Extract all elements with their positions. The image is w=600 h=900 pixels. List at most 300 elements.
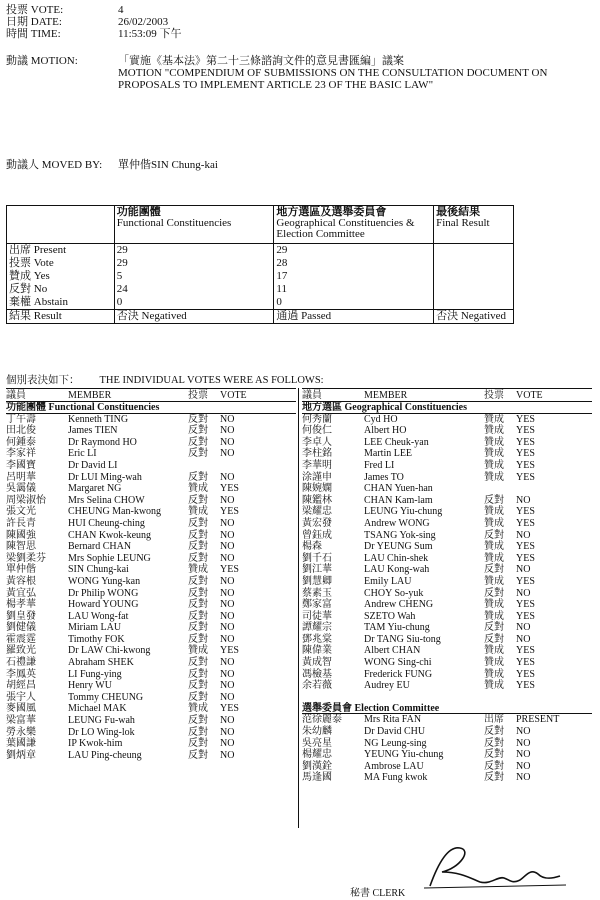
member-vote-cn: 贊成 <box>484 448 504 460</box>
column-divider <box>298 388 299 828</box>
member-row <box>6 750 296 762</box>
member-row <box>302 506 592 518</box>
summary-final-cell <box>434 244 514 258</box>
member-name-en: Howard YOUNG <box>68 599 139 611</box>
member-vote-cn: 反對 <box>188 633 208 645</box>
vote-label: 投票 VOTE: <box>6 4 64 16</box>
member-name-en: James TO <box>364 471 404 483</box>
member-name-en: Dr LUI Ming-wah <box>68 471 142 483</box>
member-vote-en: YES <box>220 483 239 495</box>
member-name-en: LEUNG Yiu-chung <box>364 506 443 518</box>
member-row <box>302 749 592 761</box>
member-name-cn: 李柱銘 <box>302 448 332 460</box>
member-name-cn: 石禮謙 <box>6 657 36 669</box>
ec-section-heading: 選舉委員會 Election Committee <box>302 703 592 715</box>
member-name-en: Dr YEUNG Sum <box>364 541 433 553</box>
member-vote-en <box>516 483 576 495</box>
member-row <box>302 425 592 437</box>
member-row <box>6 460 296 472</box>
gc-header: 地方選區及選舉委員會 Geographical Constituencies & Election Committee <box>274 206 434 244</box>
summary-final-cell <box>434 283 514 296</box>
member-row <box>302 588 592 600</box>
summary-row-label: 棄權 Abstain <box>7 296 115 310</box>
member-row <box>6 692 296 704</box>
member-vote-en: NO <box>516 633 531 645</box>
vote-value: 4 <box>118 4 124 16</box>
member-name-en: LEUNG Fu-wah <box>68 715 135 727</box>
member-vote-cn: 贊成 <box>484 680 504 692</box>
member-row <box>302 483 592 495</box>
summary-gc-count: 28 <box>274 257 434 270</box>
member-vote-en: NO <box>516 529 531 541</box>
member-vote-en: YES <box>516 575 535 587</box>
member-vote-cn: 贊成 <box>484 599 504 611</box>
summary-row <box>7 244 514 258</box>
member-row <box>302 714 592 726</box>
member-vote-en: NO <box>516 749 531 761</box>
member-name-cn: 李家祥 <box>6 448 36 460</box>
member-vote-cn: 反對 <box>188 436 208 448</box>
member-name-en: Ambrose LAU <box>364 760 424 772</box>
member-name-cn: 朱幼麟 <box>302 726 332 738</box>
member-vote-en: NO <box>220 494 235 506</box>
member-name-cn: 黃成智 <box>302 657 332 669</box>
member-vote-en: YES <box>516 552 535 564</box>
member-vote-cn: 贊成 <box>188 645 208 657</box>
member-name-en: LAU Ping-cheung <box>68 749 142 761</box>
member-row <box>302 414 592 426</box>
member-row <box>6 495 296 507</box>
member-name-cn: 梁劉柔芬 <box>6 552 46 564</box>
member-vote-en: NO <box>516 726 531 738</box>
member-vote-cn: 反對 <box>188 657 208 669</box>
summary-row <box>7 283 514 296</box>
member-name-en: Emily LAU <box>364 575 412 587</box>
member-vote-cn: 反對 <box>188 494 208 506</box>
member-vote-en: NO <box>516 494 531 506</box>
motion-block <box>6 55 588 91</box>
member-vote-en: YES <box>516 436 535 448</box>
member-vote-cn: 贊成 <box>484 668 504 680</box>
member-name-cn: 陳婉嫻 <box>302 483 332 495</box>
member-vote-en: NO <box>220 529 235 541</box>
member-row <box>302 518 592 530</box>
member-vote-en: NO <box>516 564 531 576</box>
motion-title-cn: 「實施《基本法》第二十三條諮詢文件的意見書匯編」議案 <box>118 55 404 67</box>
member-vote-en: YES <box>516 517 535 529</box>
member-vote-en: NO <box>516 622 531 634</box>
member-vote-cn: 反對 <box>484 737 504 749</box>
member-vote-en: NO <box>516 737 531 749</box>
member-vote-cn: 出席 <box>484 714 504 726</box>
summary-row-label: 贊成 Yes <box>7 270 115 283</box>
fc-header: 功能團體 Functional Constituencies <box>114 206 274 244</box>
member-name-en: Dr David CHU <box>364 726 426 738</box>
member-row <box>6 622 296 634</box>
member-vote-en: NO <box>220 691 235 703</box>
right-vote-column <box>302 388 592 784</box>
member-name-en: Andrew CHENG <box>364 599 434 611</box>
member-vote-cn: 反對 <box>484 726 504 738</box>
member-vote-en: YES <box>220 645 239 657</box>
member-name-en: Michael MAK <box>68 703 127 715</box>
member-name-cn: 楊森 <box>302 541 322 553</box>
summary-fc-count: 5 <box>114 270 274 283</box>
member-vote-cn: 反對 <box>188 471 208 483</box>
member-vote-cn: 反對 <box>484 749 504 761</box>
summary-fc-count: 29 <box>114 257 274 270</box>
member-vote-cn: 反對 <box>484 633 504 645</box>
member-name-cn: 劉江華 <box>302 564 332 576</box>
member-vote-en: NO <box>220 622 235 634</box>
member-name-en: TSANG Yok-sing <box>364 529 436 541</box>
member-row <box>302 530 592 542</box>
member-vote-en: NO <box>220 633 235 645</box>
member-name-cn: 范徐麗泰 <box>302 714 342 726</box>
summary-final-cell <box>434 270 514 283</box>
member-name-cn: 司徒華 <box>302 610 332 622</box>
member-name-en: TAM Yiu-chung <box>364 622 430 634</box>
member-vote-en: NO <box>220 749 235 761</box>
member-vote-en: YES <box>516 413 535 425</box>
member-row <box>302 448 592 460</box>
member-row <box>302 657 592 669</box>
right-column-header: 議員 MEMBER 投票 VOTE <box>302 388 592 402</box>
member-name-en: Dr TANG Siu-tong <box>364 633 441 645</box>
member-vote-cn: 贊成 <box>484 436 504 448</box>
member-name-cn: 麥國風 <box>6 703 36 715</box>
member-row <box>302 772 592 784</box>
member-vote-en: NO <box>516 760 531 772</box>
member-row <box>6 738 296 750</box>
member-row <box>302 726 592 738</box>
member-vote-en: NO <box>220 413 235 425</box>
member-row <box>302 553 592 565</box>
member-vote-en: NO <box>220 680 235 692</box>
member-vote-cn: 反對 <box>188 541 208 553</box>
member-row <box>6 588 296 600</box>
member-vote-en: NO <box>220 715 235 727</box>
summary-row-label: 出席 Present <box>7 244 115 258</box>
member-vote-en: YES <box>516 541 535 553</box>
member-row <box>6 599 296 611</box>
member-name-en: Dr LO Wing-lok <box>68 726 135 738</box>
member-vote-en: NO <box>220 448 235 460</box>
member-row <box>302 761 592 773</box>
member-vote-en: YES <box>516 506 535 518</box>
member-name-en: Tommy CHEUNG <box>68 691 144 703</box>
time-row <box>6 28 181 40</box>
member-vote-cn: 反對 <box>188 425 208 437</box>
member-name-cn: 劉千石 <box>302 552 332 564</box>
member-vote-cn: 反對 <box>188 552 208 564</box>
member-vote-cn: 贊成 <box>484 517 504 529</box>
member-row <box>6 634 296 646</box>
summary-fc-count: 0 <box>114 296 274 310</box>
member-name-en: MA Fung kwok <box>364 772 428 784</box>
member-row <box>6 727 296 739</box>
member-vote-cn: 反對 <box>188 726 208 738</box>
member-vote-en: NO <box>220 657 235 669</box>
member-name-cn: 劉漢銓 <box>302 760 332 772</box>
summary-fc-count: 29 <box>114 244 274 258</box>
member-name-en: LAU Chin-shek <box>364 552 429 564</box>
member-vote-cn: 反對 <box>188 529 208 541</box>
summary-gc-count: 0 <box>274 296 434 310</box>
member-row <box>6 506 296 518</box>
member-vote-cn: 反對 <box>188 738 208 750</box>
member-name-en: Henry WU <box>68 680 112 692</box>
mover-value: 單仲偕SIN Chung-kai <box>118 159 218 171</box>
member-vote-cn: 贊成 <box>484 575 504 587</box>
member-vote-en: YES <box>516 657 535 669</box>
member-row <box>6 541 296 553</box>
member-vote-cn: 反對 <box>484 622 504 634</box>
member-name-en: CHOY So-yuk <box>364 587 424 599</box>
member-vote-cn: 贊成 <box>484 425 504 437</box>
summary-gc-count: 17 <box>274 270 434 283</box>
clerk-label: 秘書 CLERK <box>350 888 406 899</box>
member-row <box>302 564 592 576</box>
member-vote-cn: 反對 <box>188 691 208 703</box>
member-row <box>302 460 592 472</box>
member-name-cn: 黃容根 <box>6 575 36 587</box>
member-vote-cn: 贊成 <box>484 610 504 622</box>
member-vote-en: YES <box>516 645 535 657</box>
result-final: 否決 Negatived <box>434 310 514 324</box>
member-vote-cn <box>188 460 220 472</box>
member-name-en: LAU Wong-fat <box>68 610 129 622</box>
summary-row-label: 投票 Vote <box>7 257 115 270</box>
summary-gc-count: 11 <box>274 283 434 296</box>
motion-title-en-2: PROPOSALS TO IMPLEMENT ARTICLE 23 OF THE BASIC LAW" <box>118 79 434 91</box>
summary-gc-count: 29 <box>274 244 434 258</box>
member-row <box>6 437 296 449</box>
member-name-en: Abraham SHEK <box>68 657 134 669</box>
date-value: 26/02/2003 <box>118 16 169 28</box>
member-vote-en: YES <box>516 599 535 611</box>
member-name-en: Albert HO <box>364 425 407 437</box>
member-row <box>6 703 296 715</box>
member-row <box>302 599 592 611</box>
member-name-en: CHAN Kam-lam <box>364 494 433 506</box>
member-name-cn: 霍震霆 <box>6 633 36 645</box>
member-name-cn: 劉健儀 <box>6 622 36 634</box>
member-row <box>6 472 296 484</box>
member-vote-cn: 贊成 <box>188 703 208 715</box>
member-row <box>6 518 296 530</box>
member-vote-en: YES <box>220 506 239 518</box>
member-row <box>302 738 592 750</box>
time-label: 時間 TIME: <box>6 28 61 40</box>
member-name-en: Eric LI <box>68 448 97 460</box>
member-row <box>6 657 296 669</box>
member-name-cn: 劉慧卿 <box>302 575 332 587</box>
member-name-en: Miriam LAU <box>68 622 122 634</box>
clerk-signature <box>420 838 570 893</box>
member-vote-en: YES <box>516 459 535 471</box>
member-row <box>302 645 592 657</box>
member-vote-en: NO <box>220 425 235 437</box>
member-vote-cn: 反對 <box>188 587 208 599</box>
summary-row <box>7 296 514 310</box>
member-name-cn: 吳亮星 <box>302 737 332 749</box>
member-name-cn: 黃宜弘 <box>6 587 36 599</box>
member-vote-cn: 贊成 <box>188 483 208 495</box>
member-name-en: Dr Raymond HO <box>68 436 137 448</box>
member-name-cn: 胡經昌 <box>6 680 36 692</box>
member-vote-en: NO <box>220 517 235 529</box>
member-name-cn: 周梁淑怡 <box>6 494 46 506</box>
member-row <box>6 414 296 426</box>
member-vote-en: YES <box>220 564 239 576</box>
member-row <box>6 669 296 681</box>
member-vote-cn: 反對 <box>188 680 208 692</box>
member-name-cn: 何秀蘭 <box>302 413 332 425</box>
summary-final-cell <box>434 296 514 310</box>
motion-label: 動議 MOTION: <box>6 55 78 67</box>
member-name-en: LAU Kong-wah <box>364 564 430 576</box>
member-name-cn: 涂謹申 <box>302 471 332 483</box>
member-vote-cn: 反對 <box>484 529 504 541</box>
member-row <box>6 483 296 495</box>
member-vote-cn: 贊成 <box>188 506 208 518</box>
member-name-en: WONG Sing-chi <box>364 657 432 669</box>
member-vote-en: YES <box>516 448 535 460</box>
member-name-en: Dr Philip WONG <box>68 587 139 599</box>
member-name-cn: 楊耀忠 <box>302 749 332 761</box>
member-vote-cn: 反對 <box>484 494 504 506</box>
member-name-en: Cyd HO <box>364 413 398 425</box>
member-name-cn: 李國寶 <box>6 459 36 471</box>
member-vote-cn: 贊成 <box>484 541 504 553</box>
member-name-en: YEUNG Yiu-chung <box>364 749 444 761</box>
member-row <box>302 541 592 553</box>
member-name-en: Kenneth TING <box>68 413 129 425</box>
member-name-en: Mrs Sophie LEUNG <box>68 552 151 564</box>
member-name-en: Andrew WONG <box>364 517 430 529</box>
member-name-en: LI Fung-ying <box>68 668 122 680</box>
member-name-en: Dr David LI <box>68 459 118 471</box>
member-row <box>6 530 296 542</box>
time-value: 11:53:09 下午 <box>118 28 182 40</box>
member-name-cn: 何鍾泰 <box>6 436 36 448</box>
vote-number-row <box>6 4 124 16</box>
member-vote-en: NO <box>220 541 235 553</box>
member-vote-cn: 反對 <box>188 610 208 622</box>
member-row <box>302 437 592 449</box>
member-name-en: Margaret NG <box>68 483 122 495</box>
member-name-cn: 李卓人 <box>302 436 332 448</box>
member-row <box>302 472 592 484</box>
member-name-cn: 張文光 <box>6 506 36 518</box>
member-row <box>6 425 296 437</box>
summary-final-cell <box>434 257 514 270</box>
member-vote-en: YES <box>516 668 535 680</box>
member-vote-cn: 贊成 <box>484 552 504 564</box>
member-name-en: CHAN Kwok-keung <box>68 529 152 541</box>
member-name-cn: 吳靄儀 <box>6 483 36 495</box>
member-vote-cn: 反對 <box>484 772 504 784</box>
member-name-en: Fred LI <box>364 459 395 471</box>
member-name-en: SZETO Wah <box>364 610 416 622</box>
member-row <box>6 576 296 588</box>
mover-row <box>6 156 218 172</box>
member-vote-cn: 反對 <box>188 448 208 460</box>
summary-row-label: 反對 No <box>7 283 115 296</box>
member-vote-en: YES <box>516 610 535 622</box>
member-name-en: Audrey EU <box>364 680 410 692</box>
member-name-cn: 田北俊 <box>6 425 36 437</box>
member-name-cn: 羅致光 <box>6 645 36 657</box>
member-name-en: Martin LEE <box>364 448 413 460</box>
member-row <box>6 611 296 623</box>
member-name-en: Timothy FOK <box>68 633 125 645</box>
member-name-en: Mrs Selina CHOW <box>68 494 145 506</box>
member-name-en: Mrs Rita FAN <box>364 714 422 726</box>
member-vote-en: NO <box>220 471 235 483</box>
member-row <box>302 611 592 623</box>
member-name-cn: 黃宏發 <box>302 517 332 529</box>
member-name-cn: 陳偉業 <box>302 645 332 657</box>
result-gc: 通過 Passed <box>274 310 434 324</box>
member-vote-en: PRESENT <box>516 714 560 726</box>
member-name-en: NG Leung-sing <box>364 737 427 749</box>
member-name-en: James TIEN <box>68 425 118 437</box>
member-vote-en: NO <box>516 587 531 599</box>
member-name-cn: 單仲偕 <box>6 564 36 576</box>
left-vote-column <box>6 388 296 761</box>
member-row <box>302 576 592 588</box>
summary-row <box>7 270 514 283</box>
member-vote-cn: 反對 <box>188 715 208 727</box>
member-name-en: Dr LAW Chi-kwong <box>68 645 151 657</box>
member-row <box>302 669 592 681</box>
result-label: 結果 Result <box>7 310 115 324</box>
member-name-cn: 梁耀忠 <box>302 506 332 518</box>
member-vote-cn: 贊成 <box>188 564 208 576</box>
member-name-cn: 鄭家富 <box>302 599 332 611</box>
member-name-cn: 余若薇 <box>302 680 332 692</box>
member-vote-en: NO <box>220 587 235 599</box>
member-name-cn: 陳智思 <box>6 541 36 553</box>
member-vote-cn: 贊成 <box>484 506 504 518</box>
member-name-cn: 梁富華 <box>6 715 36 727</box>
member-name-cn: 丁午壽 <box>6 413 36 425</box>
member-name-en: WONG Yung-kan <box>68 575 141 587</box>
member-name-cn: 鄧兆棠 <box>302 633 332 645</box>
member-name-cn: 呂明華 <box>6 471 36 483</box>
summary-fc-count: 24 <box>114 283 274 296</box>
member-vote-en <box>220 460 280 472</box>
member-row <box>302 495 592 507</box>
member-vote-cn: 贊成 <box>484 471 504 483</box>
member-name-cn: 張宇人 <box>6 691 36 703</box>
member-name-cn: 楊孝華 <box>6 599 36 611</box>
member-name-cn: 劉炳章 <box>6 749 36 761</box>
member-vote-cn: 反對 <box>188 413 208 425</box>
member-name-en: SIN Chung-kai <box>68 564 129 576</box>
member-name-cn: 蔡素玉 <box>302 587 332 599</box>
result-fc: 否決 Negatived <box>114 310 274 324</box>
member-name-cn: 勞永樂 <box>6 726 36 738</box>
member-vote-cn: 反對 <box>484 587 504 599</box>
member-vote-en: NO <box>220 668 235 680</box>
member-row <box>6 564 296 576</box>
member-row <box>302 634 592 646</box>
member-vote-en: NO <box>220 436 235 448</box>
member-vote-en: NO <box>220 599 235 611</box>
